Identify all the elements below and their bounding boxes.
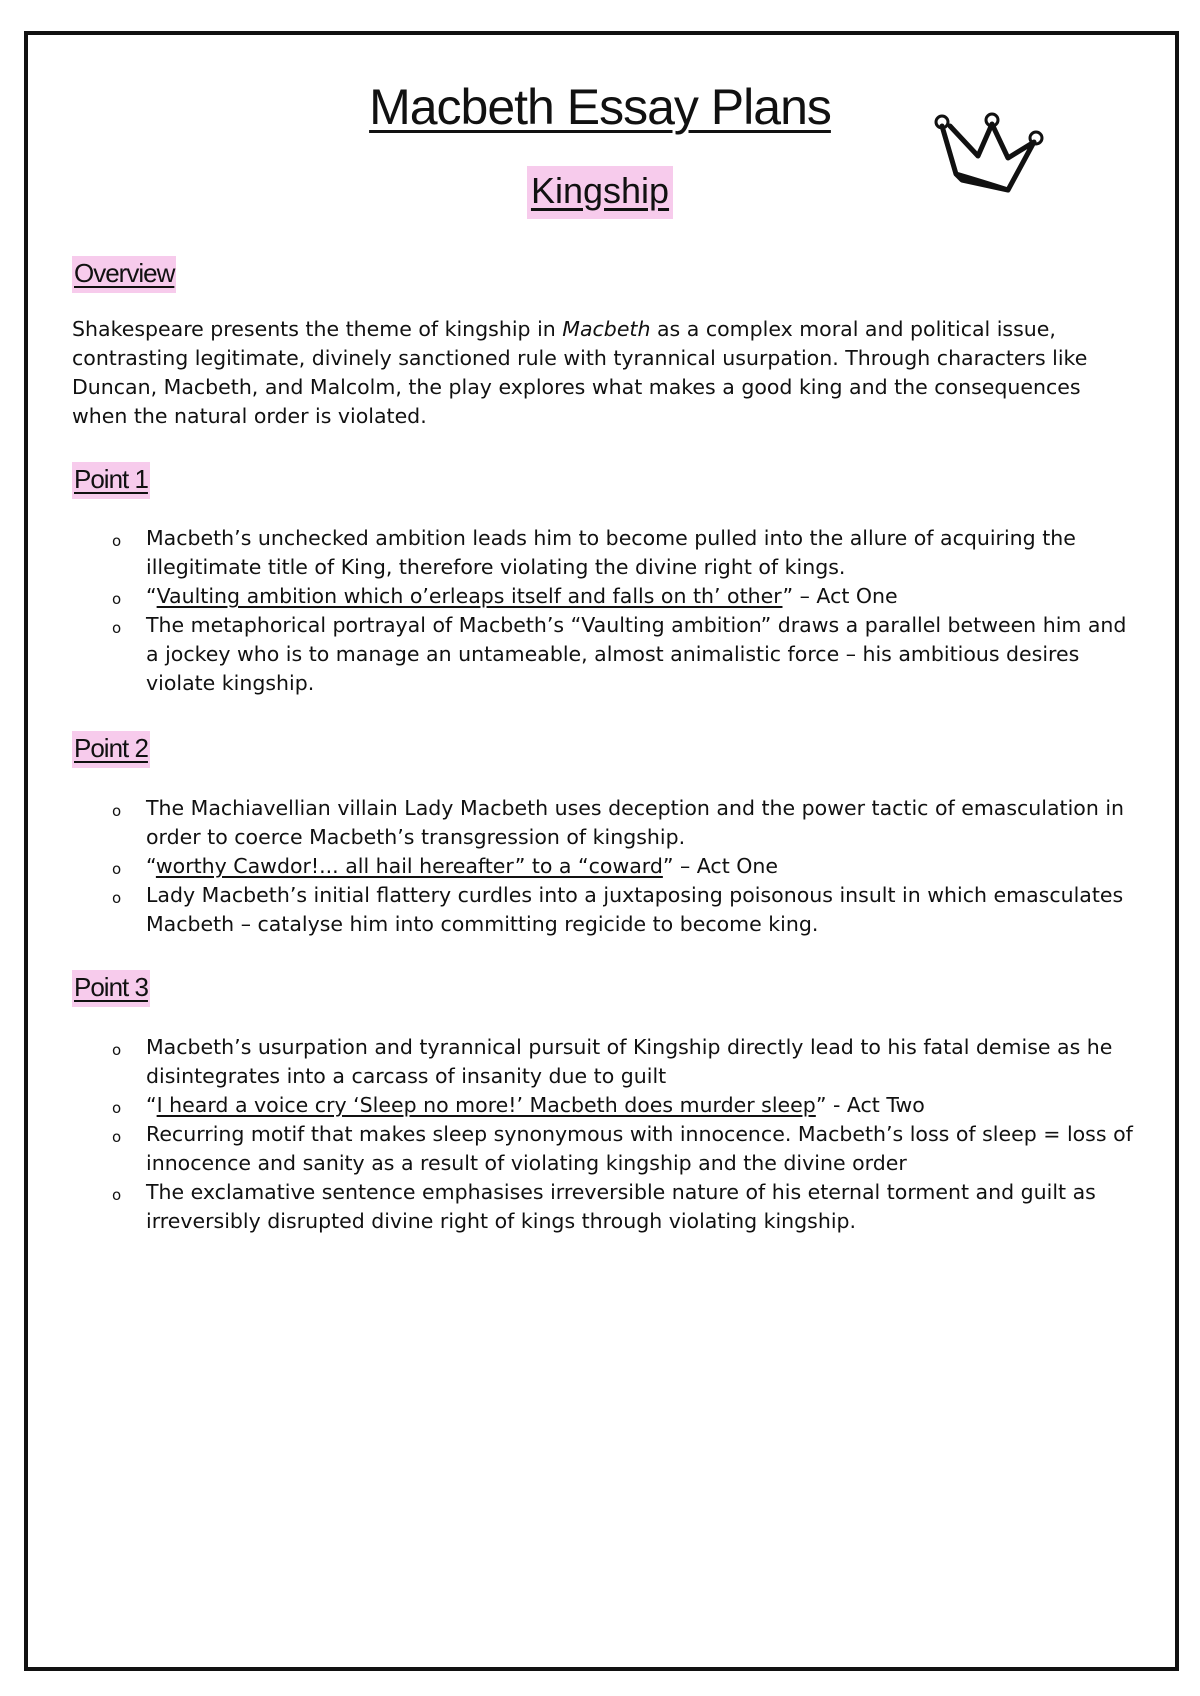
overview-text-after: as a complex moral and political issue, contrasting legitimate, divinely sanctioned rule with tyrannical usurpation. Through characters like Duncan, Macbeth, and Malcolm, the play explores what makes a good king and the consequences when the natural order is violated. — [72, 317, 1088, 428]
point-3-heading: Point 3 — [72, 970, 150, 1007]
quote-close: ” — [662, 854, 674, 878]
quote-close: ” — [815, 1093, 827, 1117]
overview-text-italic: Macbeth — [562, 317, 651, 341]
quote-open: “ — [146, 584, 157, 608]
document-title: Macbeth Essay Plans — [369, 79, 831, 135]
document-subtitle: Kingship — [527, 166, 673, 219]
list-item: o Macbeth’s unchecked ambition leads him to become pulled into the allure of acquiring the illegitimate title of King, therefore violating the divine right of kings. — [100, 524, 1140, 582]
list-item: o The metaphorical portrayal of Macbeth’s “Vaulting ambition” draws a parallel between him and a jockey who is to manage an untameable, almost animalistic force – his ambitious desires violate kingship. — [100, 611, 1140, 698]
quote-source: - Act Two — [826, 1093, 925, 1117]
quote-open: “ — [146, 854, 156, 878]
quote-item — [100, 852, 1140, 881]
point-2-heading: Point 2 — [72, 731, 150, 768]
quote-open: “ — [146, 1093, 157, 1117]
list-item: o Lady Macbeth’s initial flattery curdles into a juxtaposing poisonous insult in which emasculates Macbeth – catalyse him into committing regicide to become king. — [100, 881, 1140, 939]
quote-text: I heard a voice cry ‘Sleep no more!’ Macbeth does murder sleep — [156, 1093, 816, 1117]
quote-source: – Act One — [673, 854, 778, 878]
quote-close: ” — [782, 584, 794, 608]
quote-source: – Act One — [793, 584, 898, 608]
point-1-list — [100, 524, 1140, 698]
point-1-heading: Point 1 — [72, 462, 150, 499]
list-item: o Macbeth’s usurpation and tyrannical pursuit of Kingship directly lead to his fatal demise as he disintegrates into a carcass of insanity due to guilt — [100, 1033, 1140, 1091]
list-item: o Recurring motif that makes sleep synonymous with innocence. Macbeth’s loss of sleep = loss of innocence and sanity as a result of violating kingship and the divine order — [100, 1120, 1140, 1178]
quote-text: worthy Cawdor!... all hail hereafter” to a “coward — [155, 854, 663, 878]
overview-text-before: Shakespeare presents the theme of kingship in — [72, 317, 563, 341]
quote-item — [100, 1091, 1140, 1120]
list-item: o The Machiavellian villain Lady Macbeth uses deception and the power tactic of emasculation in order to coerce Macbeth’s transgression of kingship. — [100, 794, 1140, 852]
overview-paragraph — [72, 315, 1132, 431]
point-3-list — [100, 1033, 1140, 1236]
point-2-list — [100, 794, 1140, 939]
overview-heading: Overview — [72, 256, 176, 293]
quote-text: Vaulting ambition which o’erleaps itself and falls on th’ other — [156, 584, 783, 608]
quote-item — [100, 582, 1140, 611]
document-subtitle-wrap — [0, 170, 1200, 212]
list-item: o The exclamative sentence emphasises irreversible nature of his eternal torment and guilt as irreversibly disrupted divine right of kings through violating kingship. — [100, 1178, 1140, 1236]
